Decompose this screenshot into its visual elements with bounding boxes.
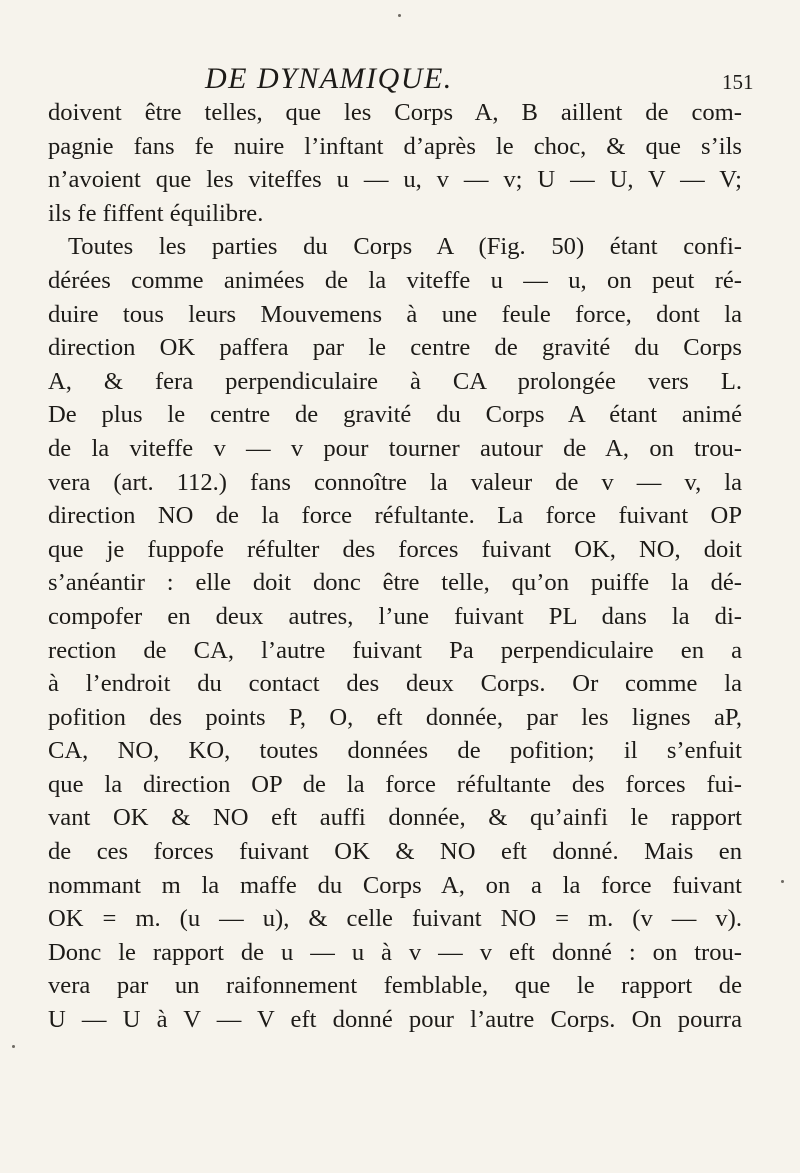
text-line: rection de CA, l’autre fuivant Pa perpendiculaire en a	[48, 636, 742, 664]
text-line: CA, NO, KO, toutes données de pofition; il s’enfuit	[48, 737, 742, 765]
text-line: Donc le rapport de u — u à v — v eft donné : on trou-	[48, 938, 742, 966]
text-line: duire tous leurs Mouvemens à une feule force, dont la	[48, 300, 742, 328]
text-line: A, & fera perpendiculaire à CA prolongée vers L.	[48, 367, 742, 395]
body-text	[48, 96, 742, 1037]
text-line: nommant m la maffe du Corps A, on a la force fuivant	[48, 871, 742, 899]
text-line: doivent être telles, que les Corps A, B aillent de com-	[48, 99, 742, 126]
text-line: vera (art. 112.) fans connoître la valeur de v — v, la	[48, 468, 742, 496]
text-line: de ces forces fuivant OK & NO eft donné. Mais en	[48, 838, 742, 866]
text-line: OK = m. (u — u), & celle fuivant NO = m. (v — v).	[48, 905, 742, 933]
text-line: direction NO de la force réfultante. La force fuivant OP	[48, 502, 742, 530]
text-line: compofer en deux autres, l’une fuivant PL dans la di-	[48, 602, 742, 630]
text-line: dérées comme animées de la viteffe u — u, on peut ré-	[48, 266, 742, 294]
text-line: vera par un raifonnement femblable, que le rapport de	[48, 972, 742, 1000]
paper-speck	[781, 880, 784, 883]
running-head-title: DE DYNAMIQUE.	[205, 62, 453, 95]
text-line: Toutes les parties du Corps A (Fig. 50) étant confi-	[68, 233, 742, 261]
text-line: De plus le centre de gravité du Corps A étant animé	[48, 401, 742, 429]
text-line: que la direction OP de la force réfultante des forces fui-	[48, 770, 742, 798]
text-line: s’anéantir : elle doit donc être telle, qu’on puiffe la dé-	[48, 569, 742, 597]
page-number: 151	[722, 70, 754, 94]
text-line: vant OK & NO eft auffi donnée, & qu’ainfi le rapport	[48, 804, 742, 832]
paper-speck	[12, 1045, 15, 1048]
text-line: pagnie fans fe nuire l’inftant d’après le choc, & que s’ils	[48, 132, 742, 160]
text-line: U — U à V — V eft donné pour l’autre Corps. On pourra	[48, 1006, 742, 1034]
text-line: direction OK paffera par le centre de gravité du Corps	[48, 334, 742, 362]
text-line: ils fe fiffent équilibre.	[48, 199, 264, 227]
text-line: que je fuppofe réfulter des forces fuivant OK, NO, doit	[48, 535, 742, 563]
text-line: à l’endroit du contact des deux Corps. Or comme la	[48, 670, 742, 698]
text-line: n’avoient que les viteffes u — u, v — v; U — U, V — V;	[48, 166, 742, 194]
paper-speck	[398, 14, 401, 17]
text-line: pofition des points P, O, eft donnée, par les lignes aP,	[48, 703, 742, 731]
text-line: de la viteffe v — v pour tourner autour de A, on trou-	[48, 434, 742, 462]
